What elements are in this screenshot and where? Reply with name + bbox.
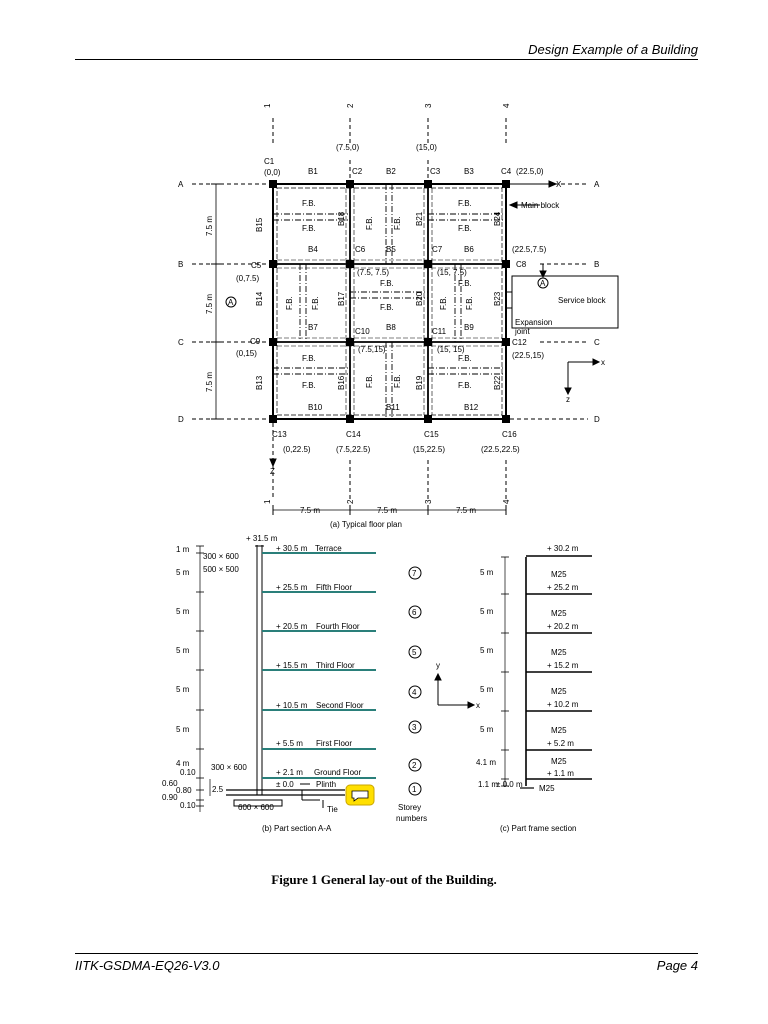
frame-height: 1.1 m [478, 780, 499, 789]
column-label: C14 [346, 430, 361, 439]
beam-label: B22 [493, 375, 502, 390]
grid-letter: B [594, 260, 600, 269]
beam-label: B24 [493, 211, 502, 226]
beam-label: B2 [386, 167, 396, 176]
level-elev: + 30.5 m [276, 544, 308, 553]
axis-x-label: x [476, 701, 480, 710]
frame-level: + 10.2 m [547, 700, 579, 709]
storey-number: 4 [412, 688, 417, 697]
column-size: 300 × 600 [203, 552, 239, 561]
fb-label: F.B. [302, 354, 316, 363]
beam-label: B11 [386, 403, 400, 412]
fb-label: F.B. [380, 303, 394, 312]
fb-label: F.B. [458, 381, 472, 390]
level-elev: + 5.5 m [276, 739, 303, 748]
frame-height: 5 m [480, 685, 494, 694]
column-label: C3 [430, 167, 441, 176]
frame-grade: M25 [551, 570, 567, 579]
grid-number: 2 [346, 103, 355, 108]
span-dim: 7.5 m [300, 506, 321, 515]
height-dim: 5 m [176, 568, 190, 577]
column-label: C13 [272, 430, 287, 439]
level-elev: + 10.5 m [276, 701, 308, 710]
beam-label: B10 [308, 403, 323, 412]
fb-label: F.B. [302, 199, 316, 208]
coord-label: (22.5,15) [512, 351, 545, 360]
storey-label: Storey [398, 803, 422, 812]
frame-level: + 15.2 m [547, 661, 579, 670]
coord-label: (15, 15) [437, 345, 465, 354]
storey-label: numbers [396, 814, 428, 823]
column-label: C11 [432, 327, 447, 336]
level-name: Third Floor [316, 661, 355, 670]
level-elev: + 20.5 m [276, 622, 308, 631]
tie-size: 300 × 600 [211, 763, 247, 772]
beam-label: B9 [464, 323, 474, 332]
fb-label: F.B. [311, 296, 320, 310]
frame-grade: M25 [539, 784, 555, 793]
frame-level: + 20.2 m [547, 622, 579, 631]
frame-height: 5 m [480, 568, 494, 577]
header-title: Design Example of a Building [528, 42, 698, 57]
storey-numbers [396, 567, 427, 823]
frame-grade: M25 [551, 726, 567, 735]
fb-label: F.B. [393, 216, 402, 230]
fb-label: F.B. [302, 381, 316, 390]
grid-number: 4 [502, 499, 511, 504]
grid-number: 1 [263, 103, 272, 108]
level-name: First Floor [316, 739, 352, 748]
footer-page: Page 4 [656, 958, 698, 973]
axis-y-label: y [436, 661, 440, 670]
expansion-joint-label: joint [515, 327, 530, 336]
span-dim: 7.5 m [205, 371, 214, 392]
level-name: Fourth Floor [316, 622, 360, 631]
column-label: C7 [432, 245, 443, 254]
coord-label: (15,0) [416, 143, 437, 152]
frame-height: 5 m [480, 646, 494, 655]
column-size: 500 × 500 [203, 565, 239, 574]
small-dim: 2.5 [212, 785, 224, 794]
column-label: C9 [250, 337, 261, 346]
column-label: C10 [355, 327, 370, 336]
beam-label: B23 [493, 291, 502, 306]
fb-label: F.B. [365, 216, 374, 230]
axis-z-label: Z [270, 467, 275, 476]
frame-base: ± 0.0 m [496, 780, 523, 789]
fb-label: F.B. [439, 296, 448, 310]
plan-labels [178, 103, 607, 529]
plan-caption: (a) Typical floor plan [330, 520, 402, 529]
beam-label: B18 [337, 211, 346, 226]
coord-label: (22.5,7.5) [512, 245, 547, 254]
service-block-label: Service block [558, 296, 606, 305]
beam-label: B3 [464, 167, 474, 176]
frame-grade: M25 [551, 687, 567, 696]
frame-height: 5 m [480, 725, 494, 734]
fb-label: F.B. [465, 296, 474, 310]
beam-label: B8 [386, 323, 396, 332]
coord-label: (7.5, 7.5) [357, 268, 390, 277]
floor-plan [192, 118, 618, 515]
storey-number: 3 [412, 723, 417, 732]
fb-label: F.B. [393, 374, 402, 388]
section-mark: A [228, 298, 234, 307]
frame-labels [476, 544, 579, 833]
storey-number: 6 [412, 608, 417, 617]
level-name: Terrace [315, 544, 342, 553]
level-elev: + 2.1 m [276, 768, 303, 777]
frame-level: + 5.2 m [547, 739, 574, 748]
beam-label: B20 [415, 291, 424, 306]
beam-label: B17 [337, 291, 346, 306]
fb-label: F.B. [458, 224, 472, 233]
level-name: Ground Floor [314, 768, 362, 777]
frame-level: + 30.2 m [547, 544, 579, 553]
small-z-label: z [566, 395, 570, 404]
small-dim: 0.90 [162, 793, 178, 802]
coord-label: (0,7.5) [236, 274, 260, 283]
footer-rule [75, 953, 698, 954]
level-name: Second Floor [316, 701, 364, 710]
grid-number: 2 [346, 499, 355, 504]
tie-label: Tie [327, 805, 338, 814]
fb-label: F.B. [285, 296, 294, 310]
height-dim: 5 m [176, 685, 190, 694]
grid-letter: D [594, 415, 600, 424]
section-caption: (b) Part section A-A [262, 824, 332, 833]
span-dim: 7.5 m [456, 506, 477, 515]
height-dim: 1 m [176, 545, 190, 554]
frame-height: 5 m [480, 607, 494, 616]
storey-number: 7 [412, 569, 417, 578]
height-dim: 5 m [176, 725, 190, 734]
storey-number: 2 [412, 761, 417, 770]
beam-label: B13 [255, 375, 264, 390]
beam-label: B19 [415, 375, 424, 390]
coord-label: (7.5,0) [336, 143, 360, 152]
beam-label: B5 [386, 245, 396, 254]
coord-label: (0,15) [236, 349, 257, 358]
main-block-label: Main block [521, 201, 560, 210]
fb-label: F.B. [302, 224, 316, 233]
column-label: C8 [516, 260, 527, 269]
footing-size: 600 × 600 [238, 803, 274, 812]
small-dim: 0.60 [162, 779, 178, 788]
coord-label: (0,22.5) [283, 445, 311, 454]
level-elev: ± 0.0 [276, 780, 294, 789]
grid-number: 3 [424, 103, 433, 108]
column-label: C2 [352, 167, 363, 176]
coord-label: (7.5,22.5) [336, 445, 371, 454]
level-name: Fifth Floor [316, 583, 353, 592]
beam-label: B12 [464, 403, 479, 412]
beam-label: B1 [308, 167, 318, 176]
footer-doc-id: IITK-GSDMA-EQ26-V3.0 [75, 958, 220, 973]
beam-label: B4 [308, 245, 318, 254]
axis-x-label: X [556, 180, 562, 189]
frame-level: + 25.2 m [547, 583, 579, 592]
frame-height: 4.1 m [476, 758, 497, 767]
height-dim: 4 m [176, 759, 190, 768]
coord-label: (0,0) [264, 168, 281, 177]
coord-label: (22.5,22.5) [481, 445, 520, 454]
storey-number: 1 [412, 785, 417, 794]
fb-label: F.B. [458, 354, 472, 363]
span-dim: 7.5 m [205, 293, 214, 314]
small-x-label: x [601, 358, 605, 367]
storey-number: 5 [412, 648, 417, 657]
small-dim: 0.10 [180, 801, 196, 810]
grid-letter: A [594, 180, 600, 189]
fb-label: F.B. [365, 374, 374, 388]
height-dim: 5 m [176, 607, 190, 616]
beam-label: B14 [255, 291, 264, 306]
top-level: + 31.5 m [246, 534, 278, 543]
coord-label: (22.5,0) [516, 167, 544, 176]
section-mark: A [540, 279, 546, 288]
level-name: Plinth [316, 780, 337, 789]
grid-letter: C [178, 338, 184, 347]
grid-letter: B [178, 260, 184, 269]
column-label: C4 [501, 167, 512, 176]
span-dim: 7.5 m [205, 215, 214, 236]
beam-label: B6 [464, 245, 474, 254]
column-label: C6 [355, 245, 366, 254]
fb-label: F.B. [458, 279, 472, 288]
frame-grade: M25 [551, 757, 567, 766]
column-label: C12 [512, 338, 527, 347]
level-elev: + 25.5 m [276, 583, 308, 592]
frame-grade: M25 [551, 648, 567, 657]
coord-label: (15,22.5) [413, 445, 446, 454]
grid-letter: C [594, 338, 600, 347]
beam-label: B15 [255, 217, 264, 232]
grid-letter: A [178, 180, 184, 189]
frame-grade: M25 [551, 609, 567, 618]
beam-label: B16 [337, 375, 346, 390]
figure-caption: Figure 1 General lay-out of the Building. [271, 872, 497, 887]
column-label: C1 [264, 157, 275, 166]
beam-label: B7 [308, 323, 318, 332]
column-label: C5 [251, 261, 262, 270]
fb-label: F.B. [380, 279, 394, 288]
small-dim: 0.80 [176, 786, 192, 795]
fb-label: F.B. [458, 199, 472, 208]
coord-label: (7.5,15) [358, 345, 386, 354]
frame-level: + 1.1 m [547, 769, 574, 778]
frame-caption: (c) Part frame section [500, 824, 577, 833]
coord-label: (15, 7.5) [437, 268, 467, 277]
grid-number: 1 [263, 499, 272, 504]
height-dim: 5 m [176, 646, 190, 655]
column-label: C16 [502, 430, 517, 439]
expansion-joint-label: Expansion [515, 318, 553, 327]
level-elev: + 15.5 m [276, 661, 308, 670]
column-label: C15 [424, 430, 439, 439]
small-dim: 0.10 [180, 768, 196, 777]
beam-label: B21 [415, 211, 424, 226]
grid-number: 3 [424, 499, 433, 504]
grid-letter: D [178, 415, 184, 424]
span-dim: 7.5 m [377, 506, 398, 515]
grid-number: 4 [502, 103, 511, 108]
